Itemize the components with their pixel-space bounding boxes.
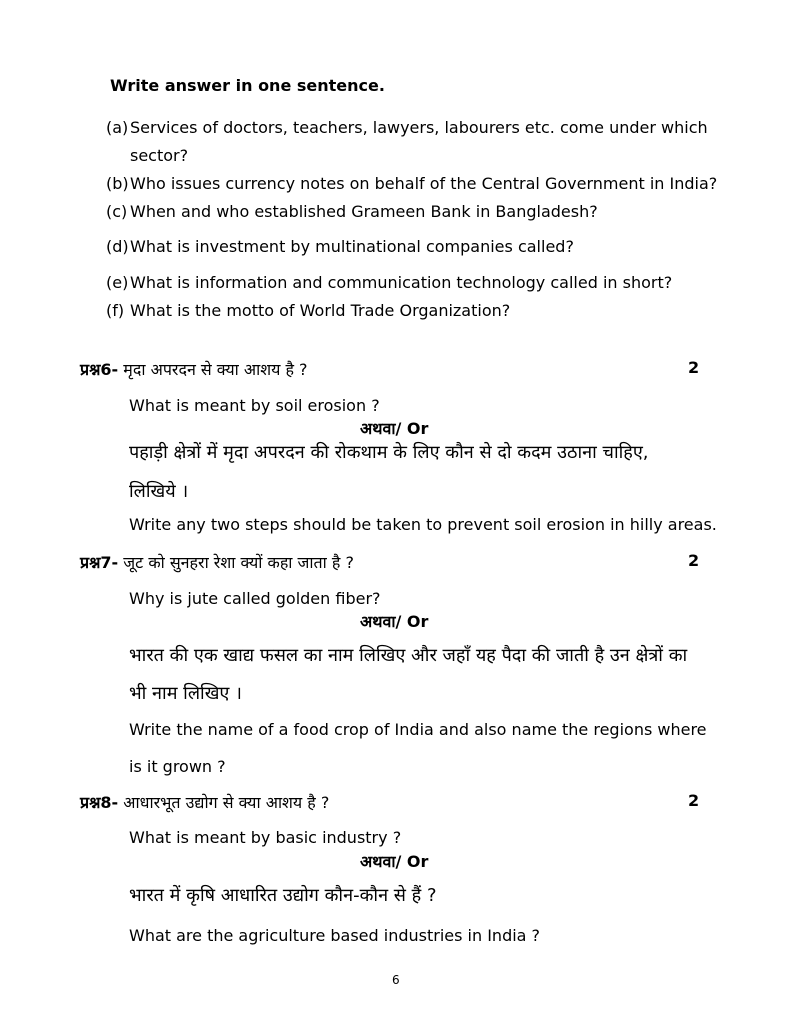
page-number: 6 [392,973,400,987]
alt-question-hindi: भारत में कृषि आधारित उद्योग कौन-कौन से हैं ? [129,885,437,906]
question-number: प्रश्न7- [80,553,119,572]
sub-question-text: When and who established Grameen Bank in Bangladesh? [130,202,598,221]
question-marks: 2 [688,791,700,810]
instruction-heading: Write answer in one sentence. [110,76,385,95]
sub-question-text: What is information and communication technology called in short? [130,273,673,292]
alt-question-hindi: भारत की एक खाद्य फसल का नाम लिखिए और जहाँ यह पैदा की जाती है उन क्षेत्रों का [129,645,688,666]
alt-question-hindi: पहाड़ी क्षेत्रों में मृदा अपरदन की रोकथाम के लिए कौन से दो कदम उठाना चाहिए, [129,442,649,463]
sub-question-text: What is the motto of World Trade Organization? [130,301,511,320]
question-marks: 2 [688,358,700,377]
question-english: Why is jute called golden fiber? [129,589,381,608]
question-7 [80,551,354,573]
sub-question-label: (f) [106,301,125,320]
sub-question-label: (d) [106,237,129,256]
sub-question-text: Services of doctors, teachers, lawyers, labourers etc. come under which [130,118,708,137]
alt-question-hindi-cont: भी नाम लिखिए । [129,683,242,704]
question-number: प्रश्न6- [80,360,119,379]
question-hindi: जूट को सुनहरा रेशा क्यों कहा जाता है ? [123,553,354,572]
sub-question-text-cont: sector? [130,146,189,165]
sub-question-text: What is investment by multinational companies called? [130,237,574,256]
or-label: अथवा/ Or [360,612,429,631]
alt-question-english: What are the agriculture based industries in India ? [129,926,541,945]
question-number: प्रश्न8- [80,793,119,812]
question-english: What is meant by basic industry ? [129,828,402,847]
sub-question-label: (c) [106,202,128,221]
question-marks: 2 [688,551,700,570]
sub-question-text: Who issues currency notes on behalf of the Central Government in India? [130,174,718,193]
question-6 [80,358,308,380]
sub-question-label: (a) [106,118,129,137]
question-english: What is meant by soil erosion ? [129,396,380,415]
alt-question-hindi-cont: लिखिये । [129,481,189,502]
question-8 [80,791,329,813]
question-hindi: मृदा अपरदन से क्या आशय है ? [123,360,308,379]
sub-question-label: (b) [106,174,129,193]
alt-question-english: Write the name of a food crop of India and also name the regions where [129,720,707,739]
alt-question-english-cont: is it grown ? [129,757,226,776]
question-hindi: आधारभूत उद्योग से क्या आशय है ? [123,793,330,812]
alt-question-english: Write any two steps should be taken to prevent soil erosion in hilly areas. [129,515,717,534]
sub-question-label: (e) [106,273,129,292]
or-label: अथवा/ Or [360,852,429,871]
or-label: अथवा/ Or [360,419,429,438]
